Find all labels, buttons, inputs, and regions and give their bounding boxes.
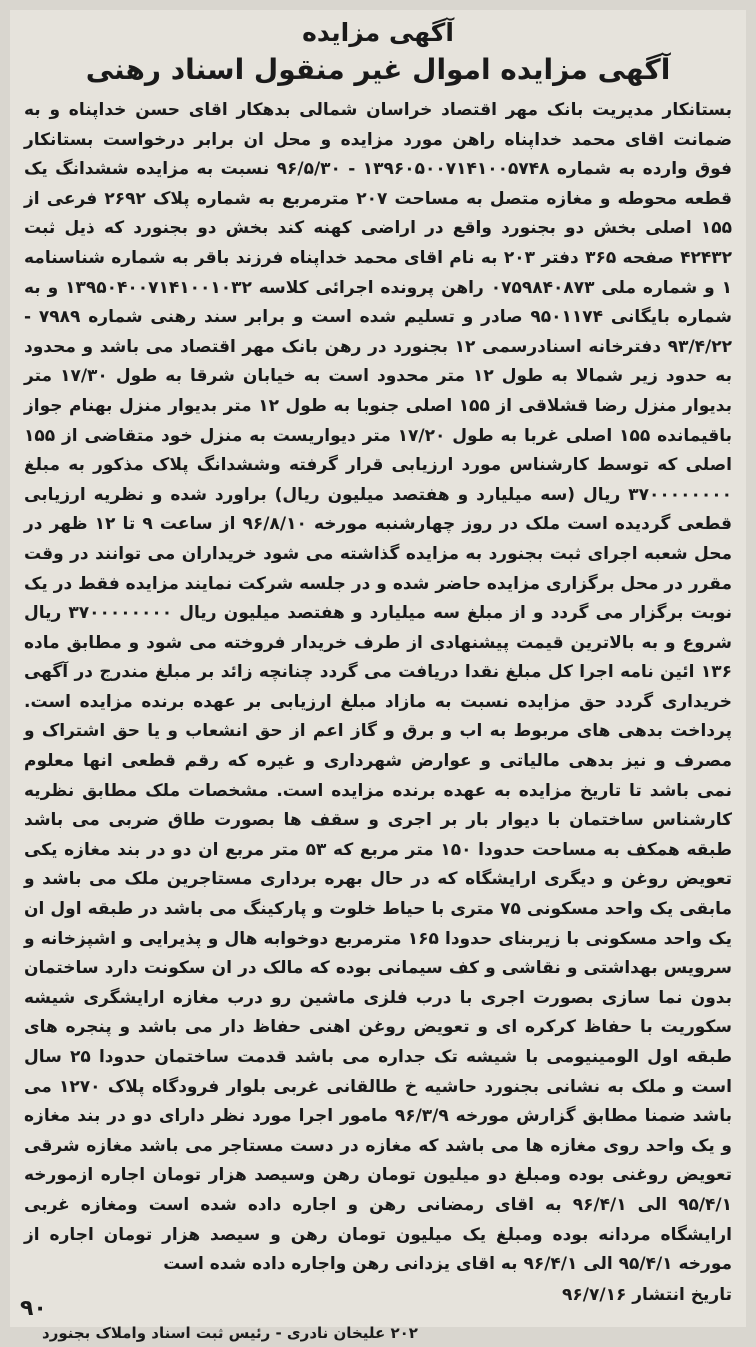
signature: ۲۰۲ علیخان نادری - رئیس ثبت اسناد واملاک بجنورد bbox=[42, 1323, 418, 1342]
notice-body bbox=[24, 96, 732, 1280]
notice-heading: آگهی مزایده bbox=[302, 18, 454, 47]
page-number: ۹۰ bbox=[20, 1296, 47, 1321]
publication-date: تاریخ انتشار ۹۶/۷/۱۶ bbox=[562, 1284, 732, 1305]
newspaper-clipping bbox=[10, 10, 746, 1342]
notice-title: آگهی مزایده اموال غیر منقول اسناد رهنی bbox=[85, 53, 671, 86]
notice-paragraph: بستانکار مدیریت بانک مهر اقتصاد خراسان شمالی بدهکار اقای حسن خداپناه و به ضمانت اقای محمد خداپناه راهن مورد مزایده و محل ان برابر درخواست بستانکار فوق وارده به شماره ۱۳۹۶۰۵۰۰۷۱۴۱۰۰۵۷۴۸ - ۹۶/۵/۳۰ نسبت به مزایده ششدانگ یک قطعه محوطه و مغازه متصل به مساحت ۲۰۷ مترمربع به شماره پلاک ۲۶۹۲ فرعی از ۱۵۵ اصلی بخش دو بجنورد واقع در اراضی کهنه کند بخش دو بجنورد که ذیل ثبت ۴۲۴۳۲ صفحه ۳۶۵ دفتر ۲۰۳ به نام اقای محمد خداپناه فرزند باقر به شماره شناسنامه ۱ و شماره ملی ۰۷۵۹۸۴۰۸۷۳ راهن پرونده اجرائی کلاسه ۱۳۹۵۰۴۰۰۷۱۴۱۰۰۱۰۳۲ و به شماره بایگانی ۹۵۰۱۱۷۴ صادر و تسلیم شده است و برابر سند رهنی شماره ۷۹۸۹ - ۹۳/۴/۲۲ دفترخانه اسنادرسمی ۱۲ بجنورد در رهن بانک مهر اقتصاد می باشد و محدود به حدود زیر شمالا به طول ۱۲ متر محدود است به خیابان شرقا به طول ۱۷/۳۰ متر بدیوار منزل رضا قشلاقی از ۱۵۵ اصلی جنوبا به طول ۱۲ متر بدیوار منزل بهنام جواز باقیمانده ۱۵۵ اصلی غربا به طول ۱۷/۲۰ متر دیواریست به منزل خود متقاضی از ۱۵۵ اصلی که توسط کارشناس مورد ارزیابی قرار گرفته وششدانگ پلاک مذکور به مبلغ ۳۷۰۰۰۰۰۰۰۰ ریال (سه میلیارد و هفتصد میلیون ریال) براورد شده و نظریه ارزیابی قطعی گردیده است ملک در روز چهارشنبه مورخه ۹۶/۸/۱۰ از ساعت ۹ تا ۱۲ ظهر در محل شعبه اجرای ثبت بجنورد به مزایده گذاشته می شود خریداران می توانند در وقت مقرر در محل برگزاری مزایده حاضر شده و در جلسه شرکت نمایند مزایده فقط در یک نوبت برگزار می گردد و از مبلغ سه میلیارد و هفتصد میلیون ریال ۳۷۰۰۰۰۰۰۰۰ ریال شروع و به بالاترین قیمت پیشنهادی از طرف خریدار فروخته می شود و مطابق ماده ۱۳۶ ائین نامه اجرا کل مبلغ نقدا دریافت می گردد چنانچه زائد بر مبلغ مندرج در آگهی خریداری گردد حق مزایده نسبت به مازاد مبلغ ارزیابی بر عهده برنده مزایده است. پرداخت بدهی های مربوط به اب و برق و گاز اعم از حق انشعاب و یا حق اشتراک و مصرف و نیز بدهی مالیاتی و عوارض شهرداری و غیره که رقم قطعی انها معلوم نمی باشد تا تاریخ مزایده به عهده برنده مزایده است. مشخصات ملک مطابق نظریه کارشناس ساختمان با دیوار بار بر اجری و سقف ها بصورت طاق ضربی می باشد طبقه همکف به مساحت حدودا ۱۵۰ متر مربع که ۵۳ متر مربع ان دو در بند مغازه یکی تعویض روغن و دیگری ارایشگاه که در حال بهره برداری مستاجرین ملک می باشد و مابقی یک واحد مسکونی ۷۵ متری با حیاط خلوت و پارکینگ می باشد در طبقه اول ان یک واحد مسکونی با زیربنای حدودا ۱۶۵ مترمربع دوخوابه هال و پذیرایی و اشپزخانه و سرویس بهداشتی و نقاشی و کف سیمانی بوده که مالک در ان سکونت دارد ساختمان بدون نما سازی بصورت اجری با درب فلزی ماشین رو درب مغازه ارایشگری شیشه سکوریت با حفاظ کرکره ای و تعویض روغن اهنی حفاظ دار می باشد و پنجره های طبقه اول الومینیومی با شیشه تک جداره می باشد قدمت ساختمان حدودا ۲۵ سال است و ملک به نشانی بجنورد حاشیه خ طالقانی غربی بلوار فرودگاه پلاک ۱۲۷۰ می باشد ضمنا مطابق گزارش مورخه ۹۶/۳/۹ مامور اجرا مورد نظر دارای دو در بند مغازه و یک واحد روی مغازه ها می باشد که مغازه در دست مستاجر می باشد مغازه شرقی تعویض روغنی بوده ومبلغ دو میلیون تومان رهن وسیصد هزار تومان اجاره ازمورخه ۹۵/۴/۱ الی ۹۶/۴/۱ به اقای رمضانی رهن و اجاره داده شده است ومغازه غربی ارایشگاه مردانه بوده ومبلغ یک میلیون تومان رهن و سیصد هزار تومان اجاره از مورخه ۹۵/۴/۱ الی ۹۶/۴/۱ به اقای یزدانی رهن واجاره داده شده است bbox=[24, 100, 733, 1275]
